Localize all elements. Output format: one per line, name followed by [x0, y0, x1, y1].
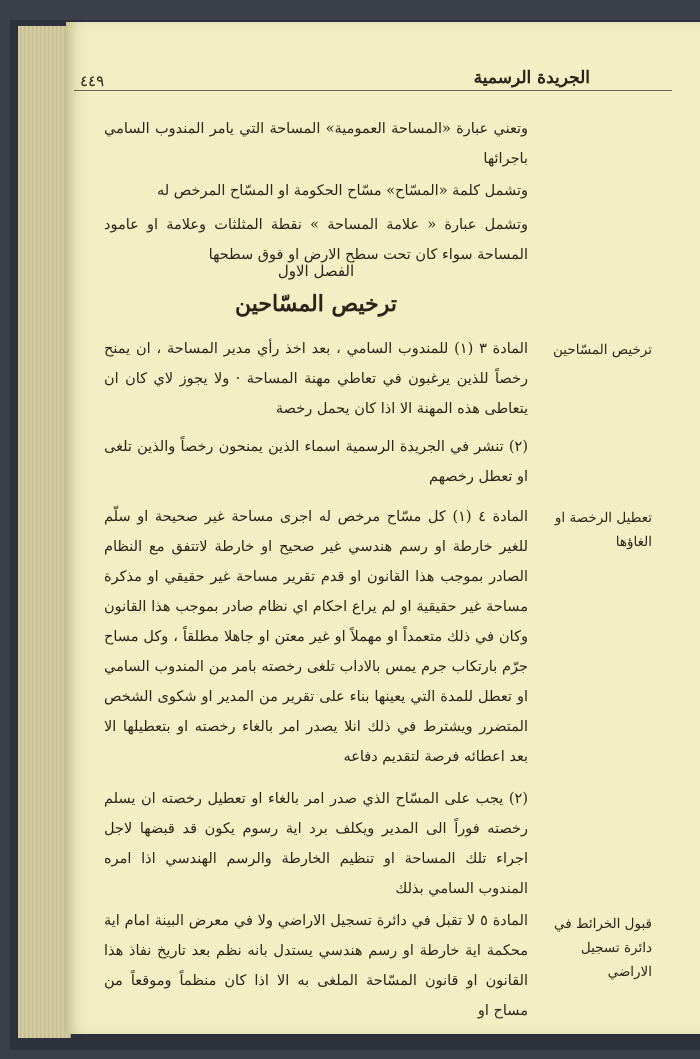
article-4-paragraph-1: المادة ٤ (١) كل مسّاح مرخص له اجرى مساحة غير صحيحة او سلّم للغير خارطة او رسم هندسي غير صحيح او خارطة لاتتفق مع النظام الصادر بموجب هذا القانون او قدم تقرير مساحة غير حقيقي او مذكرة مساحة غير حقيقية او لم يراع احكام اي نظام صادر بموجب هذا القانون وكان في ذلك متعمداً او مهملاً او غير معتن او جاهلا مطلقاً ، وكل مساح جرّم بارتكاب جرم يمس بالاداب تلغى رخصته بامر من المندوب السامي او تعطل للمدة التي يعينها بناء على تقرير من المدير او شكوى الشخص المتضرر ويشترط في ذلك انلا يصدر امر بالغاء رخصته او بتعطيلها الا بعد اعطائه فرصة لتقديم دفاعه	[104, 509, 528, 765]
definition-survey-mark: وتشمل عبارة « علامة المساحة » نقطة المثلثات وعلامة او عامود المساحة سواء كان تحت سطح الارض او فوق سطحها	[104, 217, 528, 263]
definitions-block	[104, 114, 528, 270]
page-edges	[18, 26, 71, 1038]
margin-note-article-4: تعطيل الرخصة او الغاؤها	[554, 510, 652, 550]
margin-note-article-5: قبول الخرائط في دائرة تسجيل الاراضي	[554, 916, 652, 980]
definition-public-survey: وتعني عبارة «المساحة العمومية» المساحة التي يامر المندوب السامي باجرائها	[104, 121, 528, 167]
chapter-label: الفصل الاول	[277, 262, 355, 280]
article-3	[104, 334, 528, 492]
definition-surveyor: وتشمل كلمة «المسّاح» مسّاح الحكومة او المسّاح المرخص له	[156, 183, 528, 199]
margin-note-article-3: ترخيص المسّاحين	[553, 342, 652, 358]
running-head: الجريدة الرسمية	[473, 68, 590, 88]
article-4-paragraph-2: (٢) يجب على المسّاح الذي صدر امر بالغاء او تعطيل رخصته ان يسلم رخصته فوراً الى المدير ويكلف برد اية رسوم يكون قد قبضها لاجل اجراء تلك المساحة او تنظيم الخارطة والرسم الهندسي اذا امره المندوب السامي بذلك	[104, 791, 528, 897]
article-3-paragraph-2: (٢) تنشر في الجريدة الرسمية اسماء الذين يمنحون رخصاً والذين تلغى او تعطل رخصهم	[104, 439, 528, 485]
article-4	[104, 502, 528, 904]
page-number: ٤٤٩	[80, 72, 105, 90]
chapter-title: ترخيص المسّاحين	[235, 291, 397, 317]
article-5-paragraph-1: المادة ٥ لا تقبل في دائرة تسجيل الاراضي ولا في معرض البينة امام اية محكمة اية خارطة او رسم هندسي يستدل بانه نظم بعد تاريخ نفاذ هذا القانون او قانون المسّاحة الملغى به الا اذا كان منظماً وموقعاً من مساح او	[104, 913, 528, 1019]
article-5	[104, 906, 528, 1026]
article-3-paragraph-1: المادة ٣ (١) للمندوب السامي ، بعد اخذ رأي مدير المساحة ، ان يمنح رخصاً للذين يرغبون في تعاطي مهنة المساحة · ولا يجوز لاي كان ان يتعاطى هذه المهنة الا اذا كان يحمل رخصة	[104, 341, 528, 417]
